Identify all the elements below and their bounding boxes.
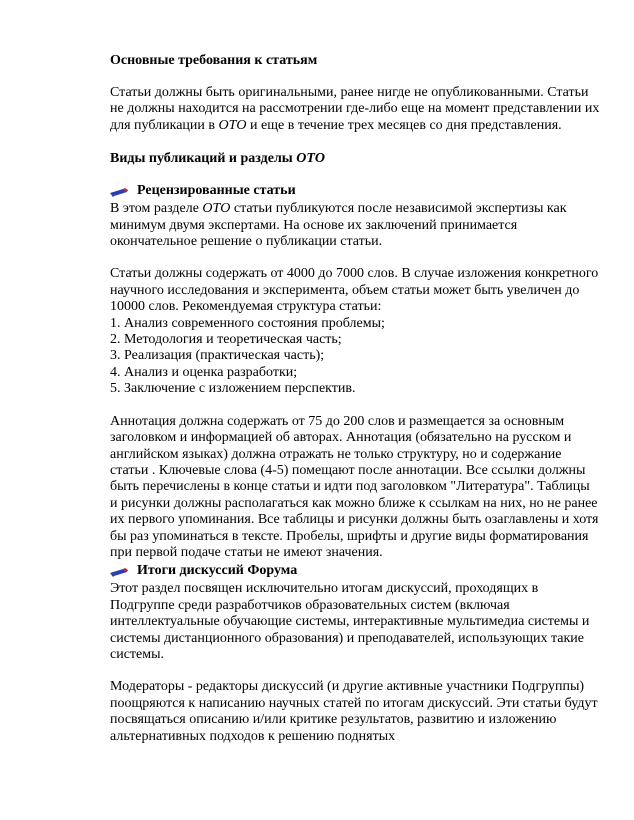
requirements-heading: Основные требования к статьям <box>110 53 318 68</box>
publication-types-heading: Виды публикаций и разделы ОТО <box>110 151 326 167</box>
subsection-reviewed <box>110 181 600 201</box>
requirements-paragraph: Статьи должны быть оригинальными, ранее нигде не опубликованными. Статьи не должны находится на рассмотрении где-либо еще на момент представлении их для публикации в ОТО и еще в течение трех месяцев со дня представления. <box>110 85 600 133</box>
oto-italic: ОТО <box>218 117 247 133</box>
list-item: 5. Заключение с изложением перспектив. <box>110 381 356 397</box>
list-item: 1. Анализ современного состояния проблемы; <box>110 315 385 331</box>
forum-paragraph-2: Модераторы - редакторы дискуссий (и другие активные участники Подгруппы) поощряются к написанию научных статей по итогам дискуссий. Эти статьи будут посвящаться описанию и/или критике результатов, развитию и изложению альтернативных подходов к решению поднятых <box>110 679 598 744</box>
reviewed-title: Рецензированные статьи <box>137 183 296 199</box>
list-item: 3. Реализация (практическая часть); <box>110 348 325 364</box>
reviewed-paragraph-1: В этом разделе ОТО статьи публикуются после независимой экспертизы как минимум двумя экспертами. На основе их заключений принимается окончательное решение о публикации статьи. <box>110 201 567 250</box>
document-page <box>110 52 600 745</box>
forum-paragraph-1: Этот раздел посвящен исключительно итогам дискуссий, проходящих в Подгруппе среди разработчиков образовательных систем (включая интеллектуальные обучающие системы, интерактивные мультимедиа системы и системы дистанционного образования) и преподавателей, использующих такие системы. <box>110 581 590 662</box>
subsection-forum <box>110 561 600 581</box>
pen-bullet-icon <box>110 184 128 198</box>
pen-bullet-icon <box>110 564 128 578</box>
reviewed-paragraph-3: Аннотация должна содержать от 75 до 200 слов и размещается за основным заголовком и информацией об авторах. Аннотация (обязательно на русском и английском языках) должна отражать не только структуру, но и содержание статьи . Ключевые слова (4-5) помещают после аннотации. Все ссылки должны быть перечислены в конце статьи и идти под заголовком "Литература". Таблицы и рисунки должны располагаться как можно ближе к ссылкам на них, но не ранее их первого упоминания. Все таблицы и рисунки должны быть озаглавлены и хотя бы раз упоминаться в тексте. Пробелы, шрифты и другие виды форматирования при первой подаче статьи не имеют значения. <box>110 413 599 560</box>
reviewed-paragraph-2: Статьи должны содержать от 4000 до 7000 слов. В случае изложения конкретного научного исследования и эксперимента, объем статьи может быть увеличен до 10000 слов. Рекомендуемая структура статьи: <box>110 266 599 315</box>
list-item: 2. Методология и теоретическая часть; <box>110 332 342 348</box>
forum-title: Итоги дискуссий Форума <box>137 563 298 579</box>
list-item: 4. Анализ и оценка разработки; <box>110 364 298 380</box>
structure-list <box>110 316 600 398</box>
